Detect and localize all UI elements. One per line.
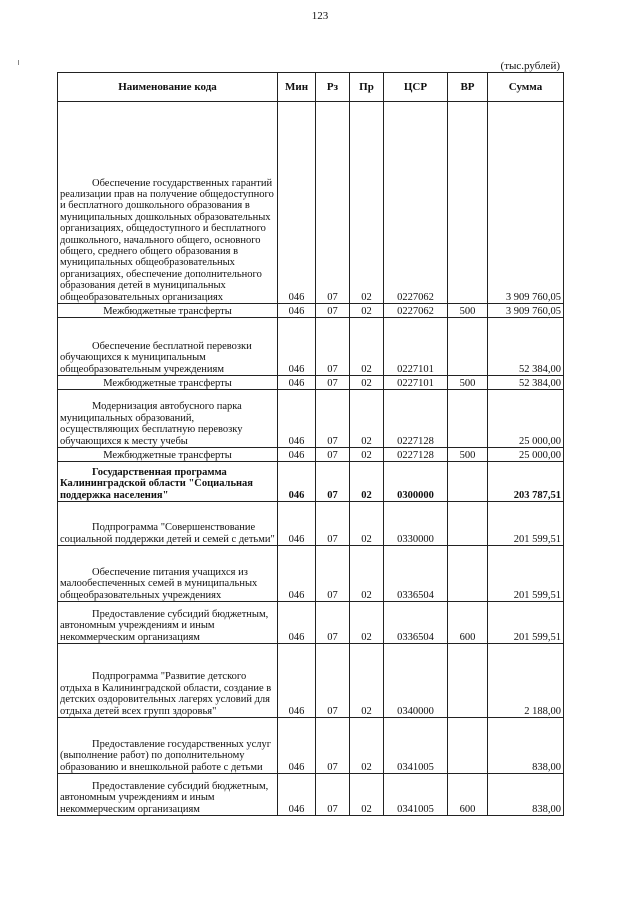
row-pr: 02 <box>350 102 384 304</box>
table-row <box>58 718 564 774</box>
row-csr: 0336504 <box>384 602 448 644</box>
row-rz: 07 <box>316 304 350 318</box>
row-name: Предоставление субсидий бюджетным, автономным учреждениям и иным некоммерческим организациям <box>58 774 278 816</box>
row-min: 046 <box>278 318 316 376</box>
row-name: Обеспечение питания учащихся из малообеспеченных семей в муниципальных общеобразовательных учреждениях <box>58 546 278 602</box>
row-vr <box>448 502 488 546</box>
row-sum: 25 000,00 <box>488 448 564 462</box>
row-min: 046 <box>278 304 316 318</box>
row-pr: 02 <box>350 448 384 462</box>
row-name: Государственная программа Калининградской области "Социальная поддержка населения" <box>58 462 278 502</box>
row-min: 046 <box>278 462 316 502</box>
col-pr-header: Пр <box>350 73 384 102</box>
row-name: Межбюджетные трансферты <box>58 448 278 462</box>
col-min-header: Мин <box>278 73 316 102</box>
row-min: 046 <box>278 774 316 816</box>
row-pr: 02 <box>350 318 384 376</box>
row-min: 046 <box>278 546 316 602</box>
row-sum: 3 909 760,05 <box>488 304 564 318</box>
row-sum: 201 599,51 <box>488 602 564 644</box>
row-min: 046 <box>278 502 316 546</box>
row-csr: 0341005 <box>384 718 448 774</box>
col-rz-header: Рз <box>316 73 350 102</box>
row-vr: 500 <box>448 304 488 318</box>
row-rz: 07 <box>316 376 350 390</box>
table-row <box>58 462 564 502</box>
col-sum-header: Сумма <box>488 73 564 102</box>
row-csr: 0227062 <box>384 102 448 304</box>
row-rz: 07 <box>316 644 350 718</box>
row-name: Предоставление государственных услуг (выполнение работ) по дополнительному образованию и внешкольной работе с детьми <box>58 718 278 774</box>
table-row <box>58 390 564 448</box>
row-csr: 0227128 <box>384 390 448 448</box>
row-vr <box>448 390 488 448</box>
row-rz: 07 <box>316 718 350 774</box>
row-pr: 02 <box>350 376 384 390</box>
row-csr: 0330000 <box>384 502 448 546</box>
row-rz: 07 <box>316 546 350 602</box>
row-pr: 02 <box>350 774 384 816</box>
row-csr: 0227101 <box>384 376 448 390</box>
row-min: 046 <box>278 644 316 718</box>
col-name-header: Наименование кода <box>58 73 278 102</box>
row-sum: 838,00 <box>488 718 564 774</box>
table-row <box>58 102 564 304</box>
table-row <box>58 304 564 318</box>
row-pr: 02 <box>350 718 384 774</box>
row-sum: 25 000,00 <box>488 390 564 448</box>
row-pr: 02 <box>350 462 384 502</box>
row-vr <box>448 102 488 304</box>
units-label: (тыс.рублей) <box>500 60 560 72</box>
row-rz: 07 <box>316 774 350 816</box>
table-row <box>58 774 564 816</box>
row-sum: 203 787,51 <box>488 462 564 502</box>
row-name: Обеспечение государственных гарантий реализации прав на получение общедоступного и бесплатного дошкольного образования в муниципальных дошкольных образовательных организациях, общедоступного и бесплатного дошкольного, начального общего, основного общего, среднего общего образования в муниципальных общеобразовательных организациях, обеспечение дополнительного образования детей в муниципальных общеобразовательных организациях <box>58 102 278 304</box>
table-row <box>58 502 564 546</box>
row-pr: 02 <box>350 502 384 546</box>
row-sum: 838,00 <box>488 774 564 816</box>
row-min: 046 <box>278 102 316 304</box>
table-row <box>58 318 564 376</box>
row-name: Межбюджетные трансферты <box>58 304 278 318</box>
row-name: Подпрограмма "Развитие детского отдыха в Калининградской области, создание в детских оздоровительных лагерях условий для отдыха детей всех групп здоровья" <box>58 644 278 718</box>
row-rz: 07 <box>316 602 350 644</box>
row-csr: 0336504 <box>384 546 448 602</box>
table-row <box>58 376 564 390</box>
row-min: 046 <box>278 718 316 774</box>
row-min: 046 <box>278 390 316 448</box>
row-pr: 02 <box>350 644 384 718</box>
row-rz: 07 <box>316 318 350 376</box>
row-csr: 0227062 <box>384 304 448 318</box>
row-name: Обеспечение бесплатной перевозки обучающихся к муниципальным общеобразовательным учреждениям <box>58 318 278 376</box>
table-header <box>58 73 564 102</box>
row-name: Межбюджетные трансферты <box>58 376 278 390</box>
row-vr <box>448 462 488 502</box>
table-row <box>58 448 564 462</box>
row-rz: 07 <box>316 390 350 448</box>
table-row <box>58 602 564 644</box>
row-csr: 0300000 <box>384 462 448 502</box>
table-row <box>58 644 564 718</box>
row-vr <box>448 644 488 718</box>
margin-mark <box>18 60 19 65</box>
col-csr-header: ЦСР <box>384 73 448 102</box>
row-vr <box>448 718 488 774</box>
row-name: Предоставление субсидий бюджетным, автономным учреждениям и иным некоммерческим организациям <box>58 602 278 644</box>
row-vr: 500 <box>448 376 488 390</box>
row-sum: 201 599,51 <box>488 546 564 602</box>
row-pr: 02 <box>350 546 384 602</box>
row-csr: 0227101 <box>384 318 448 376</box>
row-csr: 0341005 <box>384 774 448 816</box>
row-min: 046 <box>278 448 316 462</box>
row-csr: 0340000 <box>384 644 448 718</box>
page-number: 123 <box>311 10 329 22</box>
row-name: Подпрограмма "Совершенствование социальной поддержки детей и семей с детьми" <box>58 502 278 546</box>
row-rz: 07 <box>316 502 350 546</box>
row-pr: 02 <box>350 390 384 448</box>
row-sum: 2 188,00 <box>488 644 564 718</box>
row-vr: 600 <box>448 602 488 644</box>
row-rz: 07 <box>316 462 350 502</box>
table-row <box>58 546 564 602</box>
row-vr: 500 <box>448 448 488 462</box>
row-pr: 02 <box>350 602 384 644</box>
row-sum: 52 384,00 <box>488 376 564 390</box>
row-name: Модернизация автобусного парка муниципальных образований, осуществляющих бесплатную перевозку обучающихся к месту учебы <box>58 390 278 448</box>
row-vr: 600 <box>448 774 488 816</box>
row-rz: 07 <box>316 448 350 462</box>
row-vr <box>448 546 488 602</box>
budget-table <box>57 72 564 816</box>
row-rz: 07 <box>316 102 350 304</box>
col-vr-header: ВР <box>448 73 488 102</box>
row-sum: 201 599,51 <box>488 502 564 546</box>
row-sum: 52 384,00 <box>488 318 564 376</box>
row-min: 046 <box>278 376 316 390</box>
row-sum: 3 909 760,05 <box>488 102 564 304</box>
row-csr: 0227128 <box>384 448 448 462</box>
row-pr: 02 <box>350 304 384 318</box>
row-min: 046 <box>278 602 316 644</box>
row-vr <box>448 318 488 376</box>
